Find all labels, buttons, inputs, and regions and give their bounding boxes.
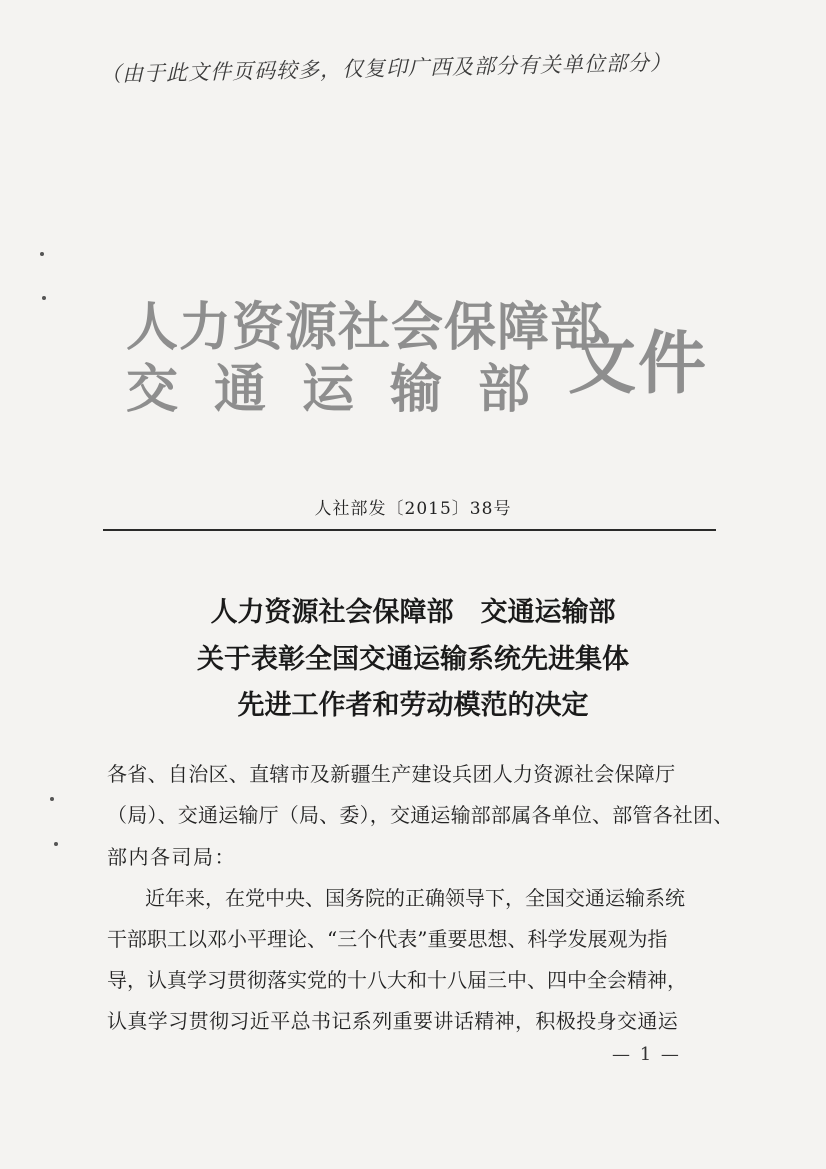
page-number: — 1 — [612,1044,681,1065]
title-line-2: 关于表彰全国交通运输系统先进集体 [197,644,629,675]
body-line-5: 干部职工以邓小平理论、“三个代表”重要思想、科学发展观为指 [107,927,668,951]
document-label: 文件 [568,324,709,404]
body-line-6: 导，认真学习贯彻落实党的十八大和十八届三中、四中全会精神， [107,968,687,992]
title-line-3: 先进工作者和劳动模范的决定 [237,690,589,721]
body-line-2: （局）、交通运输厅（局、委），交通运输部部属各单位、部管各社团、 [107,803,734,827]
scan-speck [40,252,44,256]
issuer-line-1: 人力资源社会保障部 [126,297,604,358]
title-line-1: 人力资源社会保障部 交通运输部 [210,597,616,628]
issuer-line-2: 交通运输部 [126,359,567,420]
scan-speck [42,296,46,300]
document-header [126,285,709,425]
scan-speck [50,797,54,801]
header-divider [103,529,716,531]
scan-speck [54,842,58,846]
body-line-1: 各省、自治区、直辖市及新疆生产建设兵团人力资源社会保障厅 [107,762,676,786]
body-line-4: 近年来，在党中央、国务院的正确领导下，全国交通运输系统 [145,886,685,910]
document-number: 人社部发〔2015〕38号 [314,499,512,519]
body-line-7: 认真学习贯彻习近平总书记系列重要讲话精神，积极投身交通运 [107,1009,679,1033]
handwritten-note: （由于此文件页码较多，仅复印广西及部分有关单位部分） [99,50,673,87]
body-line-3: 部内各司局： [107,845,236,869]
